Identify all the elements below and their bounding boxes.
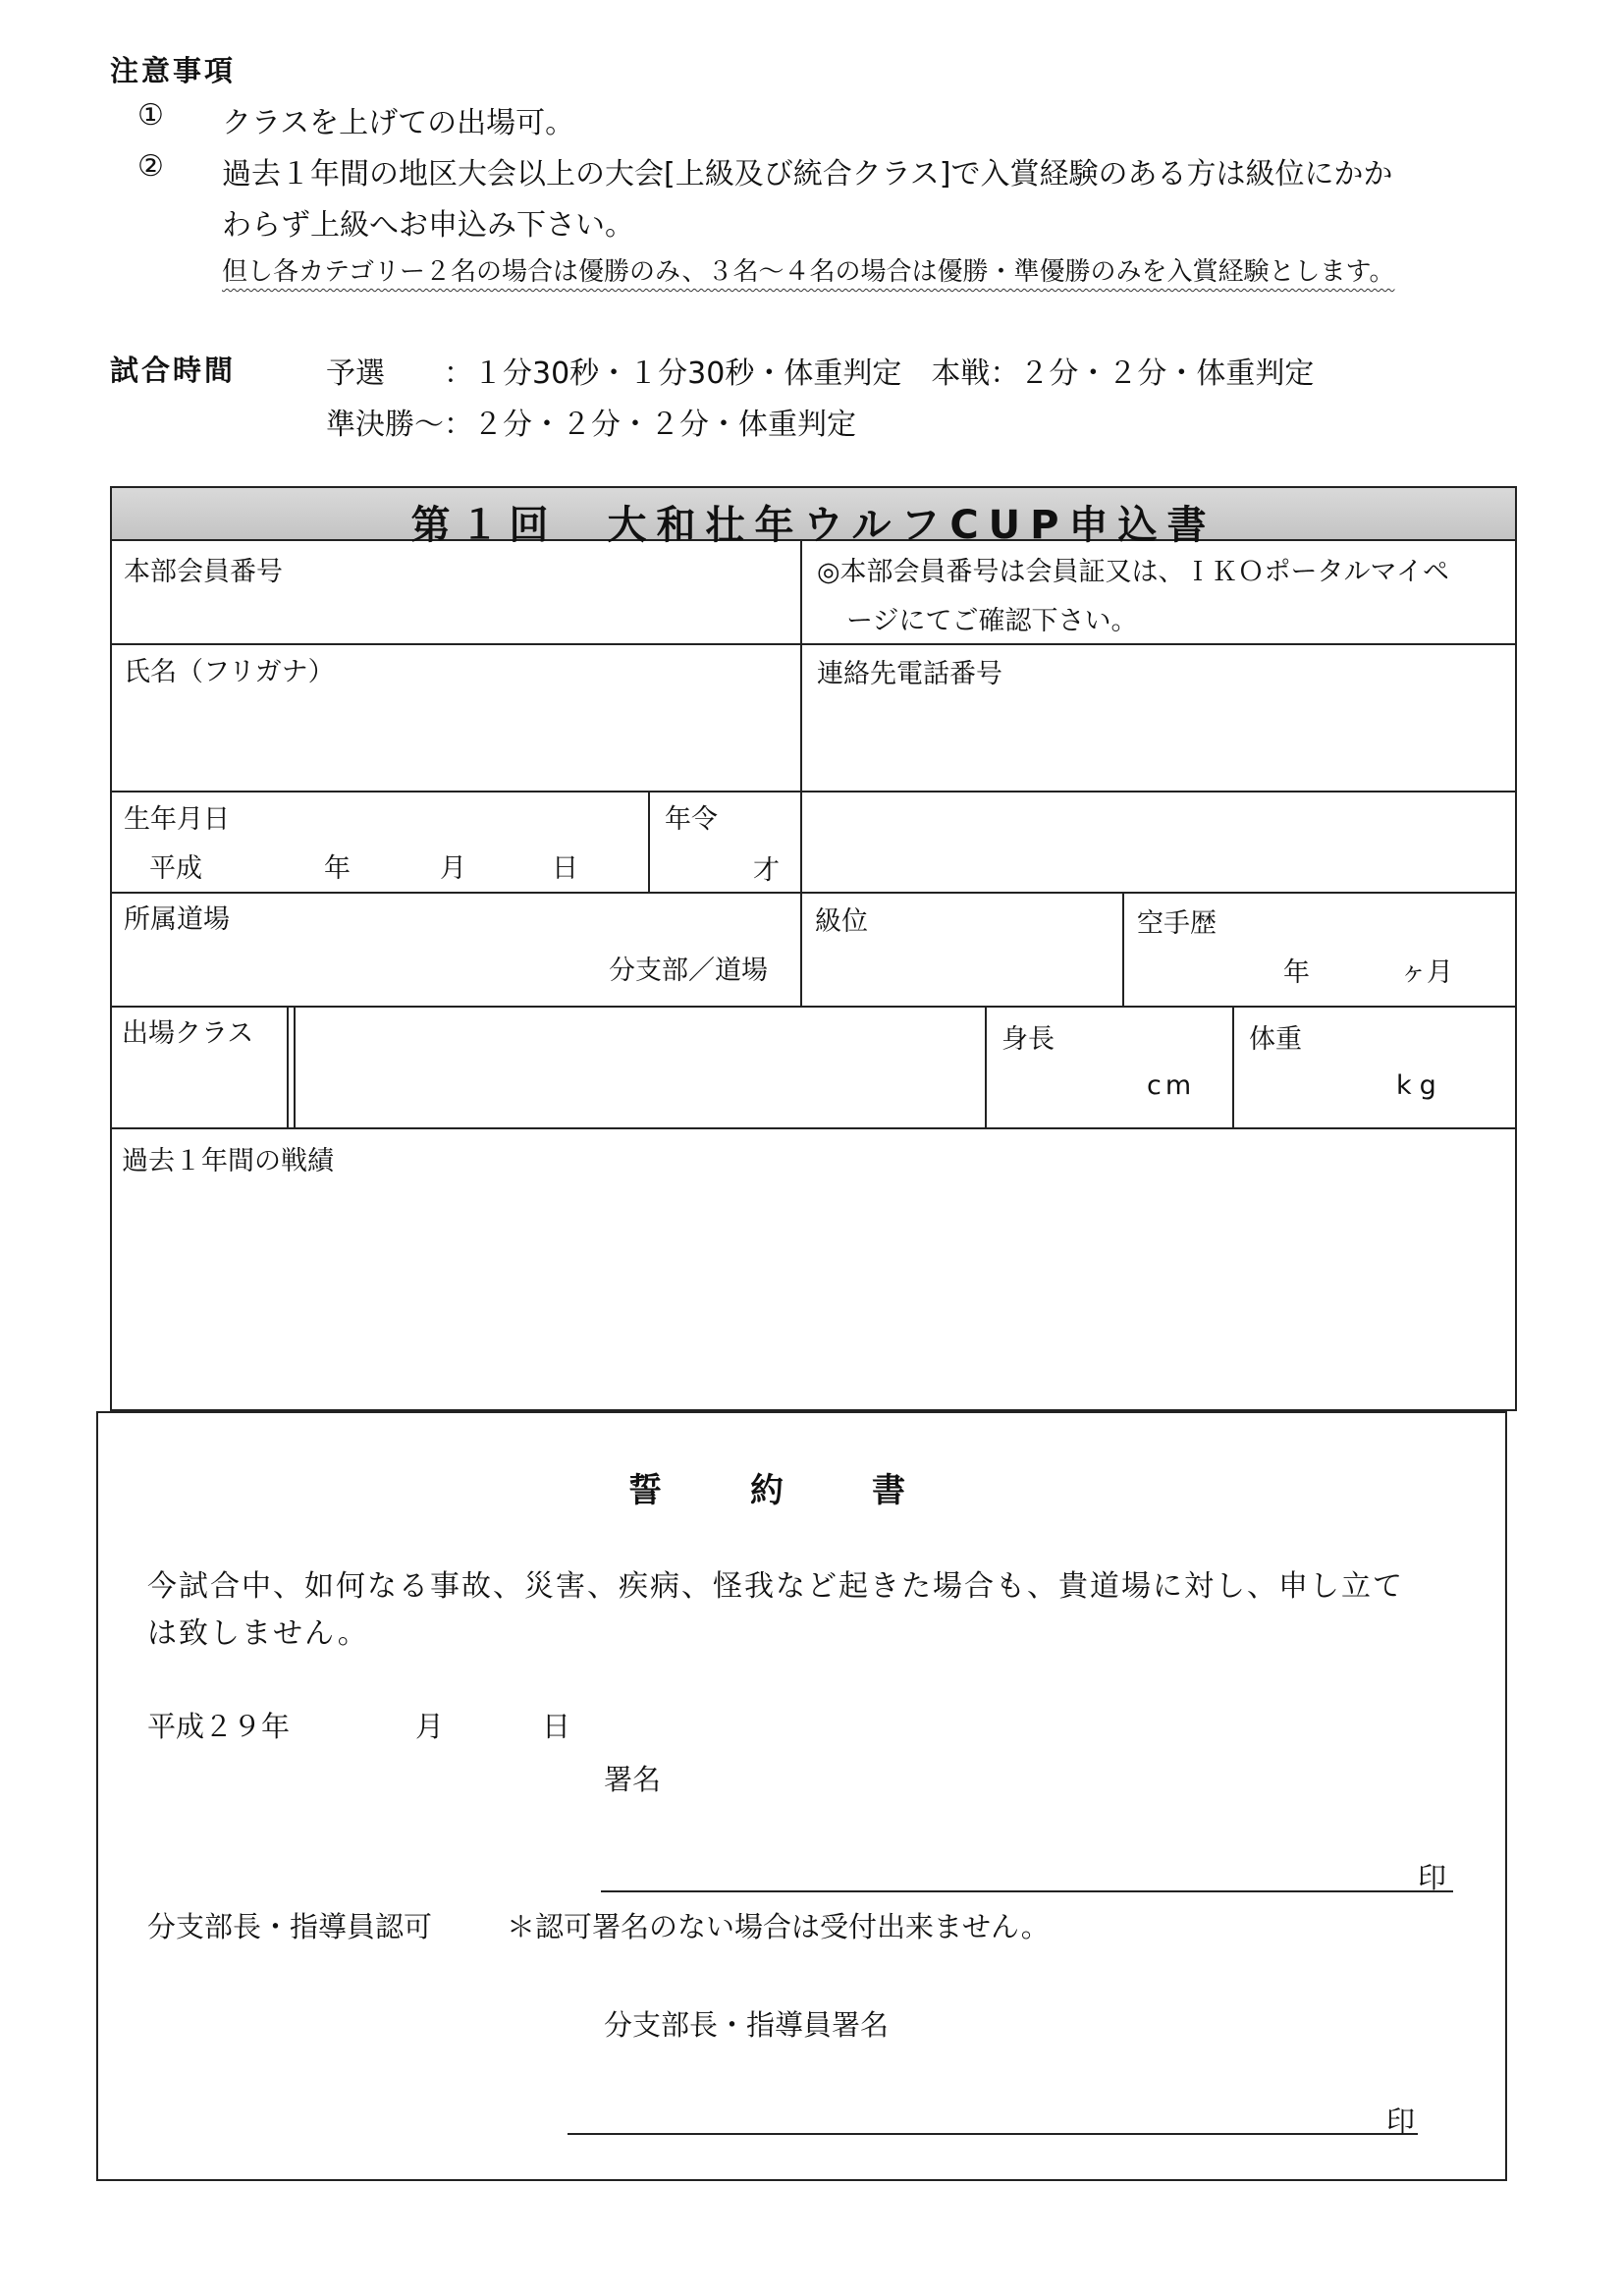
- label-member-no: 本部会員番号: [124, 557, 283, 587]
- member-no-field[interactable]: [137, 570, 801, 638]
- oath-body-2: は致しません。: [147, 1616, 369, 1651]
- karate-year-unit: 年: [1283, 957, 1310, 988]
- oath-day-field[interactable]: [442, 1703, 536, 1742]
- record-field[interactable]: [122, 1178, 1496, 1399]
- label-weight: 体重: [1249, 1024, 1302, 1055]
- birth-heisei: 平成: [149, 853, 202, 884]
- member-note-1: ◎本部会員番号は会員証又は、ＩＫＯポータルマイペ: [817, 557, 1450, 587]
- col-divider-class-b: [294, 1006, 296, 1127]
- dojo-suffix: 分支部／道場: [609, 956, 768, 986]
- member-note-2: ージにてご確認下さい。: [846, 606, 1138, 636]
- col-divider-weight: [1232, 1006, 1234, 1127]
- instructor-signature-line: [568, 2133, 1418, 2135]
- label-phone: 連絡先電話番号: [817, 659, 1002, 689]
- row-line-1: [110, 643, 1517, 645]
- age-field[interactable]: [660, 835, 748, 884]
- label-rank: 級位: [815, 906, 868, 937]
- match-time-line1: 予選 ：１分30秒・１分30秒・体重判定 本戦：２分・２分・体重判定: [326, 356, 1315, 391]
- row-line-5: [110, 1127, 1517, 1129]
- birth-day-unit: 日: [552, 853, 578, 884]
- birth-month-unit: 月: [440, 853, 466, 884]
- height-unit: cm: [1147, 1070, 1196, 1101]
- name-field[interactable]: [124, 687, 791, 782]
- label-record: 過去１年間の戦績: [122, 1146, 334, 1176]
- instructor-signature-field[interactable]: [569, 2068, 1375, 2129]
- form-title: 第１回 大和壮年ウルフCUP申込書: [410, 503, 1217, 548]
- instructor-signature-label: 分支部長・指導員署名: [604, 2008, 890, 2042]
- col-divider-class-a: [287, 1006, 289, 1127]
- signature-label: 署名: [604, 1763, 662, 1796]
- approval-note: ＊認可署名のない場合は受付出来ません。: [507, 1910, 1050, 1943]
- note-text-2-cont: わらず上級へお申込み下さい。: [222, 208, 634, 243]
- col-divider-rank: [800, 892, 802, 1006]
- col-divider-age: [648, 791, 650, 892]
- birth-year-unit: 年: [324, 853, 351, 884]
- dojo-field[interactable]: [124, 933, 595, 998]
- weight-unit: kg: [1396, 1070, 1444, 1101]
- form-title-band: [110, 486, 1517, 548]
- label-name: 氏名（フリガナ）: [124, 657, 335, 687]
- instructor-seal: 印: [1386, 2105, 1416, 2138]
- karate-month-unit: ヶ月: [1400, 957, 1453, 988]
- row-line-2: [110, 791, 1517, 793]
- label-karate-years: 空手歴: [1137, 908, 1217, 939]
- match-time-line2: 準決勝～：２分・２分・２分・体重判定: [326, 408, 856, 442]
- label-height: 身長: [1001, 1024, 1055, 1055]
- oath-month-field[interactable]: [314, 1703, 408, 1742]
- rank-field[interactable]: [815, 933, 1109, 998]
- note-text-2: 過去１年間の地区大会以上の大会[上級及び統合クラス]で入賞経験のある方は級位にかか: [222, 157, 1393, 191]
- label-birth: 生年月日: [124, 804, 230, 835]
- signature-field[interactable]: [601, 1827, 1406, 1887]
- signature-line: [601, 1890, 1453, 1892]
- oath-date-day: 日: [542, 1710, 571, 1743]
- oath-section: [96, 1411, 1507, 2181]
- phone-field[interactable]: [815, 687, 1502, 782]
- match-time-label: 試合時間: [110, 354, 237, 387]
- class-field[interactable]: [298, 1011, 976, 1121]
- row-line-4: [110, 1006, 1517, 1008]
- approval-label: 分支部長・指導員認可: [147, 1910, 433, 1943]
- notes-heading: 注意事項: [110, 54, 237, 87]
- col-divider-height: [985, 1006, 987, 1127]
- height-field[interactable]: [994, 1056, 1141, 1115]
- col-divider-karate: [1122, 892, 1124, 1006]
- weight-field[interactable]: [1241, 1056, 1388, 1115]
- birth-date-field[interactable]: [196, 835, 638, 884]
- note-mark-2: ②: [137, 149, 164, 184]
- note-text-1: クラスを上げての出場可。: [222, 106, 575, 140]
- oath-date-month: 月: [415, 1710, 445, 1743]
- karate-years-field[interactable]: [1137, 938, 1274, 997]
- oath-title: 誓 約 書: [628, 1471, 933, 1510]
- age-unit: 才: [753, 855, 780, 886]
- label-dojo: 所属道場: [124, 904, 230, 935]
- oath-body-1: 今試合中、如何なる事故、災害、疾病、怪我など起きた場合も、貴道場に対し、申し立て: [147, 1569, 1404, 1604]
- label-class: 出場クラス: [122, 1018, 254, 1049]
- signature-seal: 印: [1418, 1861, 1447, 1894]
- label-age: 年令: [665, 804, 718, 835]
- note-proviso: 但し各カテゴリー２名の場合は優勝のみ、３名～４名の場合は優勝・準優勝のみを入賞経験とします。: [222, 257, 1395, 287]
- note-mark-1: ①: [137, 98, 164, 133]
- row-line-3: [110, 892, 1517, 894]
- oath-date-prefix: 平成２９年: [147, 1710, 291, 1743]
